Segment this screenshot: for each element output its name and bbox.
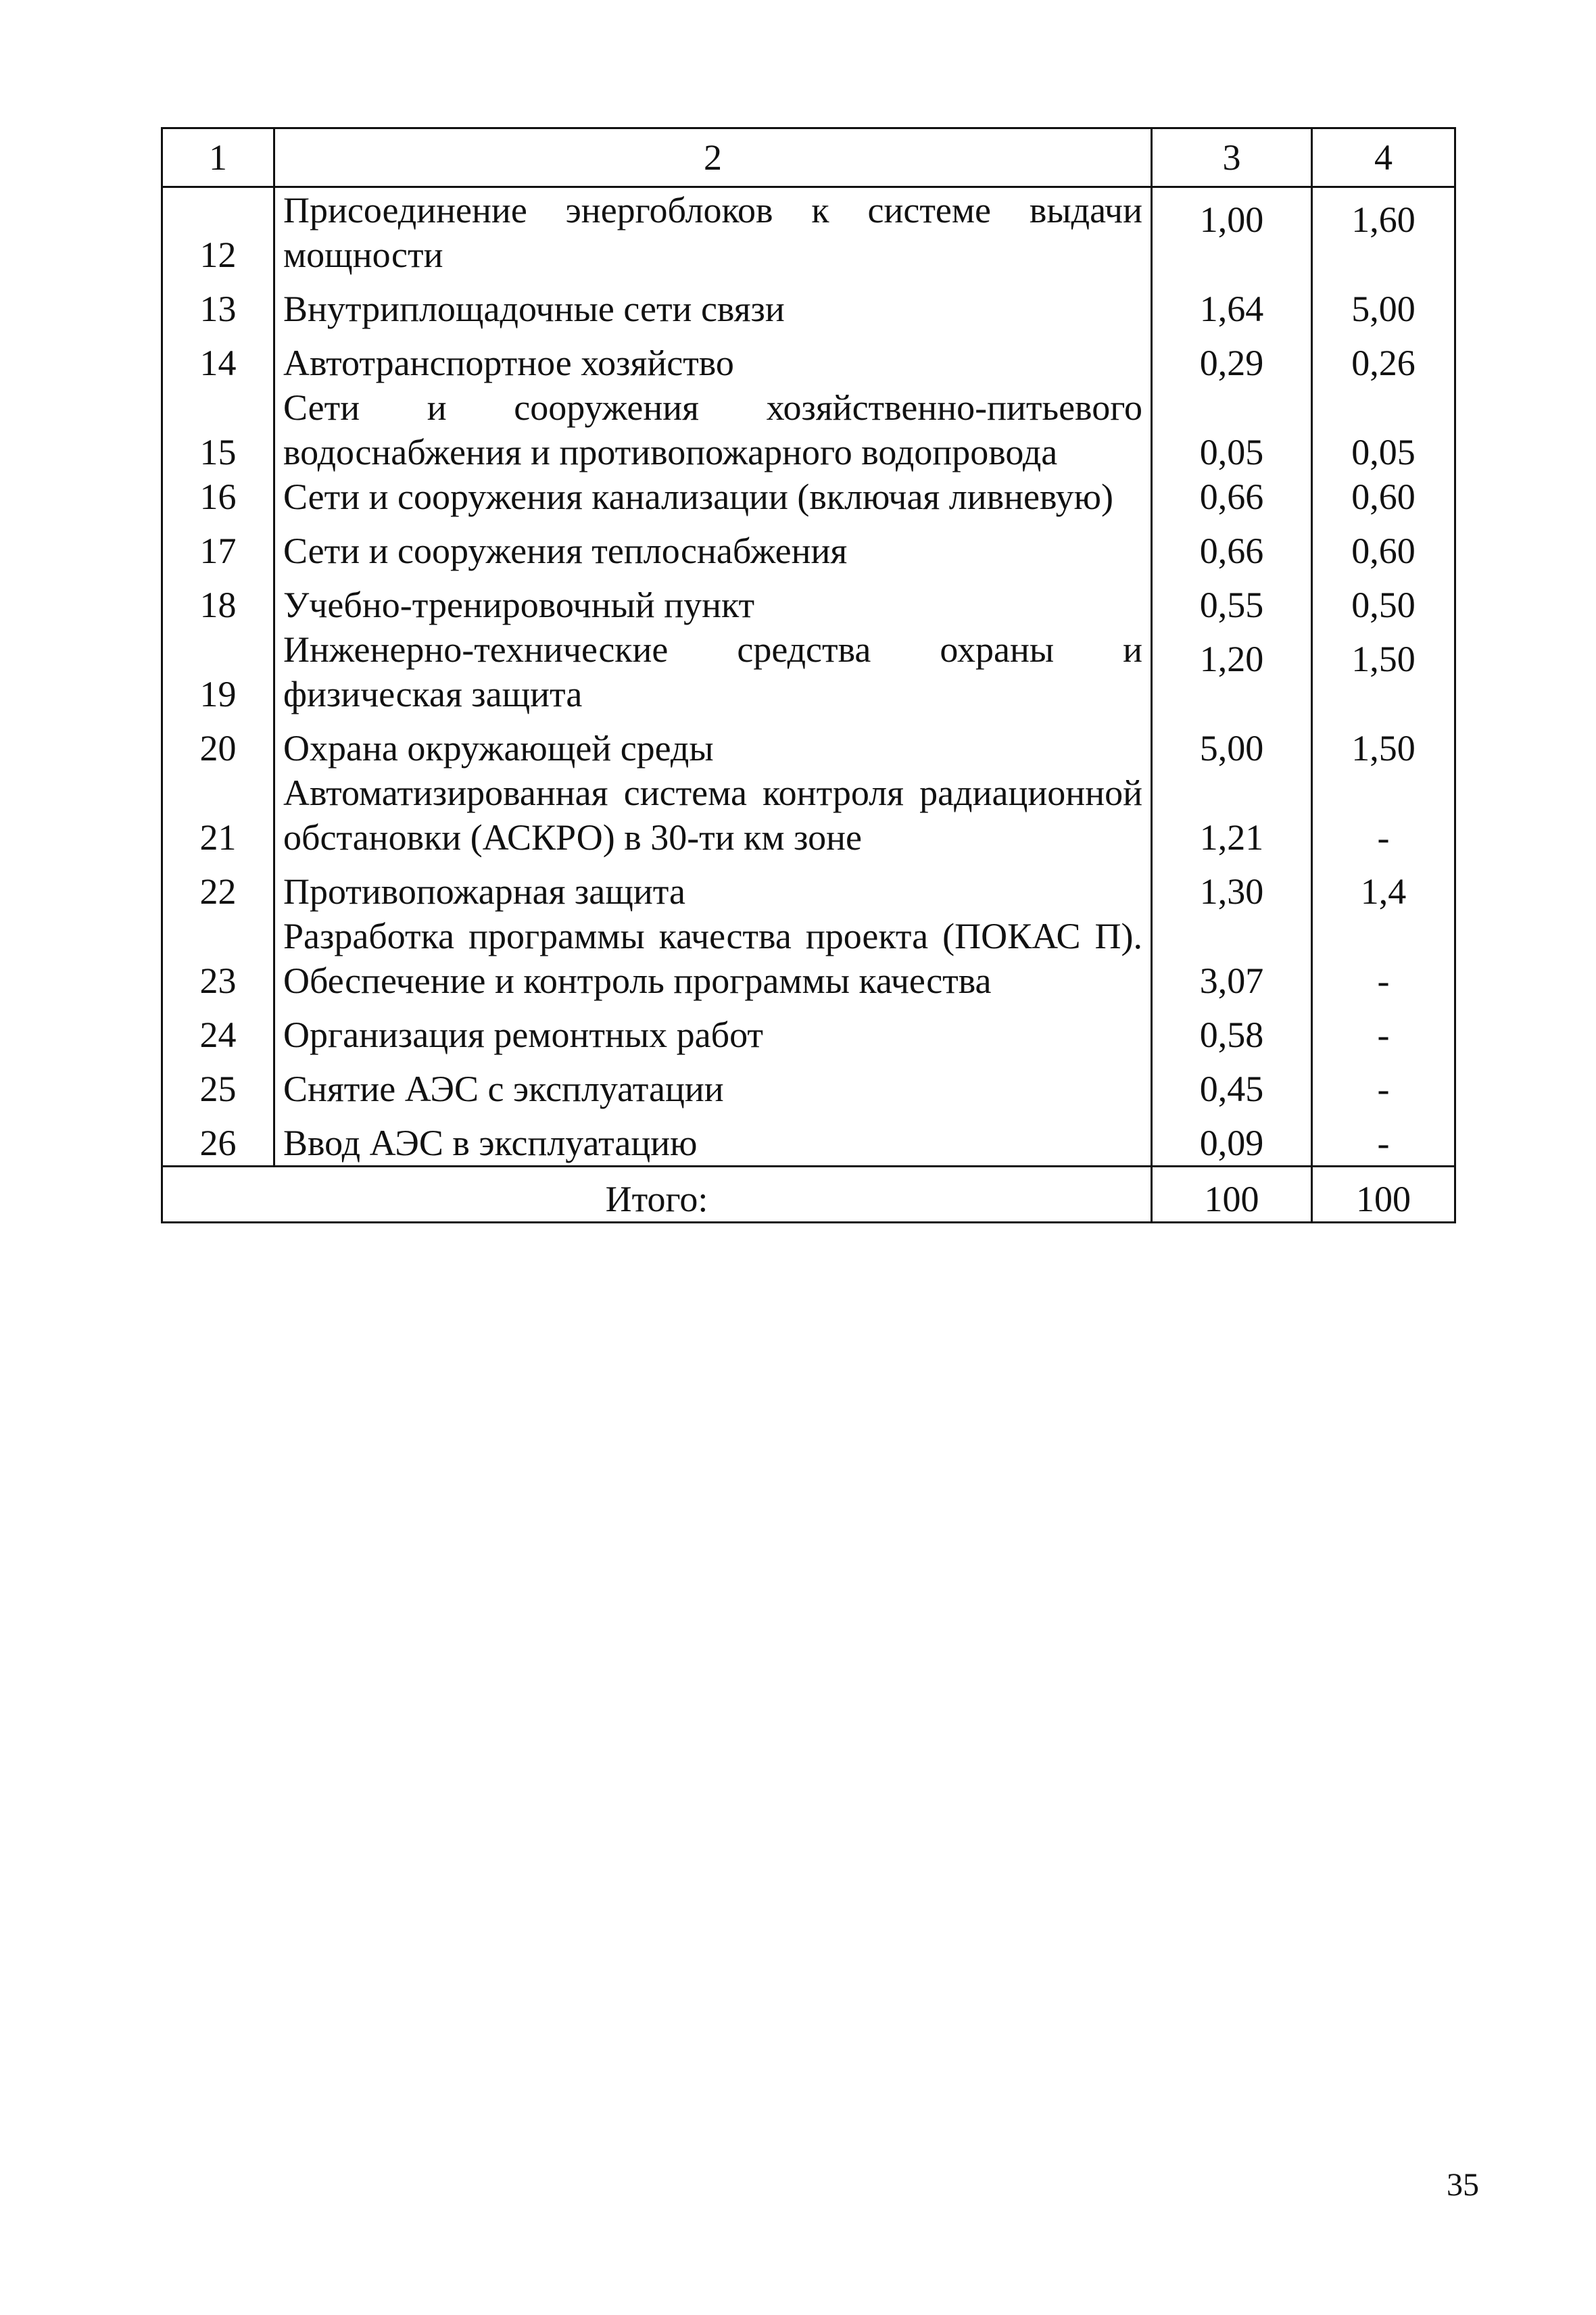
row-name: Разработка программы качества проекта (ПОКАС П). Обеспечение и контроль программы качества — [274, 914, 1152, 1003]
row-number: 20 — [162, 716, 274, 771]
row-value-col3: 1,30 — [1152, 860, 1312, 914]
row-value-col4: - — [1312, 1111, 1455, 1167]
row-number: 17 — [162, 519, 274, 573]
row-number: 23 — [162, 914, 274, 1003]
table-row — [162, 1003, 1455, 1057]
table-row — [162, 187, 1455, 278]
row-value-col3: 0,09 — [1152, 1111, 1312, 1167]
row-value-col4: 5,00 — [1312, 277, 1455, 331]
table-header-row — [162, 128, 1455, 187]
table-row — [162, 860, 1455, 914]
row-value-col4: - — [1312, 1057, 1455, 1111]
row-value-col3: 0,66 — [1152, 519, 1312, 573]
row-value-col4: 1,50 — [1312, 627, 1455, 716]
total-col4: 100 — [1312, 1167, 1455, 1223]
row-value-col3: 5,00 — [1152, 716, 1312, 771]
row-name: Присоединение энергоблоков к системе выдачи мощности — [274, 187, 1152, 278]
row-value-col4: 1,50 — [1312, 716, 1455, 771]
row-value-col3: 0,66 — [1152, 474, 1312, 519]
row-name: Внутриплощадочные сети связи — [274, 277, 1152, 331]
row-value-col3: 0,58 — [1152, 1003, 1312, 1057]
row-value-col4: - — [1312, 914, 1455, 1003]
row-number: 16 — [162, 474, 274, 519]
row-value-col4: 0,05 — [1312, 385, 1455, 474]
row-value-col3: 0,55 — [1152, 573, 1312, 627]
table-row — [162, 627, 1455, 716]
table-row — [162, 1057, 1455, 1111]
row-value-col3: 3,07 — [1152, 914, 1312, 1003]
row-number: 25 — [162, 1057, 274, 1111]
table-row — [162, 1111, 1455, 1167]
table-row — [162, 277, 1455, 331]
row-value-col3: 1,21 — [1152, 771, 1312, 860]
row-number: 13 — [162, 277, 274, 331]
cost-structure-table — [161, 127, 1456, 1223]
row-name: Сети и сооружения хозяйственно-питьевого водоснабжения и противопожарного водопровода — [274, 385, 1152, 474]
header-cell: 1 — [162, 128, 274, 187]
row-value-col4: 1,60 — [1312, 187, 1455, 278]
table-row — [162, 771, 1455, 860]
row-name: Автотранспортное хозяйство — [274, 331, 1152, 385]
row-name: Охрана окружающей среды — [274, 716, 1152, 771]
row-value-col4: 0,60 — [1312, 519, 1455, 573]
table-row — [162, 474, 1455, 519]
row-name: Инженерно-технические средства охраны и физическая защита — [274, 627, 1152, 716]
row-value-col4: - — [1312, 1003, 1455, 1057]
row-number: 12 — [162, 187, 274, 278]
row-number: 26 — [162, 1111, 274, 1167]
row-number: 24 — [162, 1003, 274, 1057]
table-row — [162, 716, 1455, 771]
row-value-col3: 0,05 — [1152, 385, 1312, 474]
row-value-col3: 1,00 — [1152, 187, 1312, 278]
row-value-col4: - — [1312, 771, 1455, 860]
table-row — [162, 914, 1455, 1003]
row-value-col3: 1,64 — [1152, 277, 1312, 331]
row-name: Организация ремонтных работ — [274, 1003, 1152, 1057]
row-value-col4: 0,50 — [1312, 573, 1455, 627]
row-value-col3: 1,20 — [1152, 627, 1312, 716]
row-value-col3: 0,29 — [1152, 331, 1312, 385]
page-number: 35 — [1447, 2167, 1479, 2203]
row-number: 22 — [162, 860, 274, 914]
row-number: 18 — [162, 573, 274, 627]
row-name: Ввод АЭС в эксплуатацию — [274, 1111, 1152, 1167]
header-cell: 3 — [1152, 128, 1312, 187]
row-number: 21 — [162, 771, 274, 860]
table-row — [162, 573, 1455, 627]
row-value-col4: 0,26 — [1312, 331, 1455, 385]
row-value-col4: 0,60 — [1312, 474, 1455, 519]
total-col3: 100 — [1152, 1167, 1312, 1223]
total-row — [162, 1167, 1455, 1223]
table-row — [162, 519, 1455, 573]
row-value-col3: 0,45 — [1152, 1057, 1312, 1111]
row-number: 14 — [162, 331, 274, 385]
row-name: Учебно-тренировочный пункт — [274, 573, 1152, 627]
row-name: Сети и сооружения теплоснабжения — [274, 519, 1152, 573]
row-name: Сети и сооружения канализации (включая ливневую) — [274, 474, 1152, 519]
row-name: Противопожарная защита — [274, 860, 1152, 914]
table-row — [162, 385, 1455, 474]
row-number: 15 — [162, 385, 274, 474]
row-name: Снятие АЭС с эксплуатации — [274, 1057, 1152, 1111]
row-name: Автоматизированная система контроля радиационной обстановки (АСКРО) в 30-ти км зоне — [274, 771, 1152, 860]
row-value-col4: 1,4 — [1312, 860, 1455, 914]
table-row — [162, 331, 1455, 385]
header-cell: 2 — [274, 128, 1152, 187]
row-number: 19 — [162, 627, 274, 716]
total-label: Итого: — [162, 1167, 1152, 1223]
header-cell: 4 — [1312, 128, 1455, 187]
